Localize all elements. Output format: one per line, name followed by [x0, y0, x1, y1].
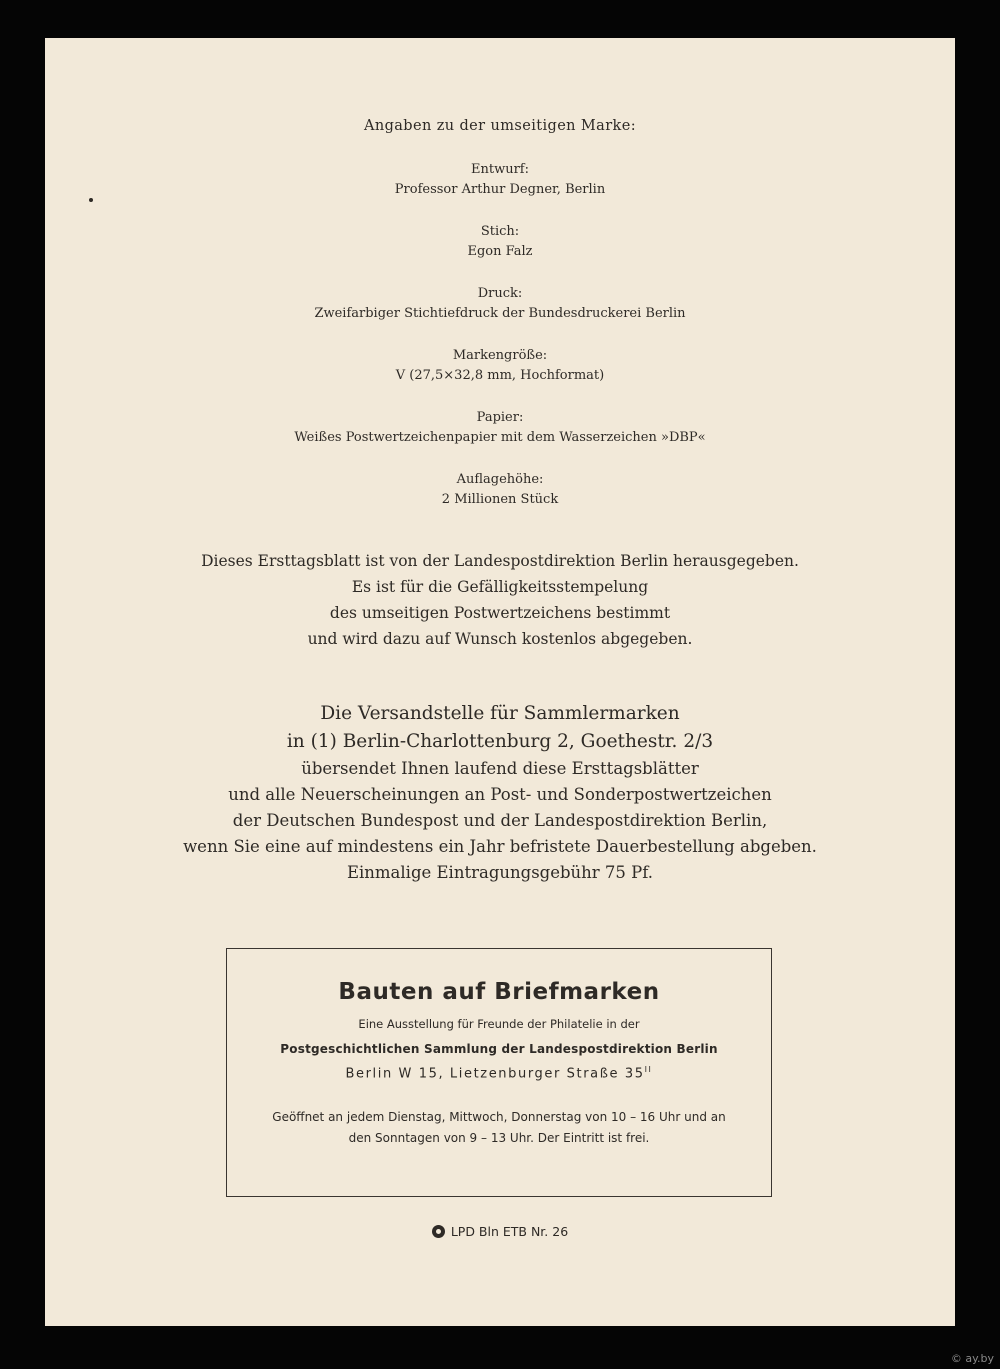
hours-line: Geöffnet an jedem Dienstag, Mittwoch, Donnerstag von 10 – 16 Uhr und an [272, 1110, 726, 1125]
spec-paper [45, 408, 955, 448]
spec-value: Professor Arthur Degner, Berlin [394, 182, 606, 197]
page-heading: Angaben zu der umseitigen Marke: [363, 118, 637, 134]
spec-engraving [45, 222, 955, 262]
spec-value: Egon Falz [467, 244, 533, 259]
spec-value: V (27,5×32,8 mm, Hochformat) [395, 368, 605, 383]
spec-stamp-size [45, 346, 955, 386]
watermark: © ay.by [950, 1352, 994, 1365]
spec-label: Auflagehöhe: [456, 472, 544, 487]
footer-reference [45, 1224, 955, 1239]
spec-label: Entwurf: [471, 162, 529, 177]
exhibition-title: Bauten auf Briefmarken [338, 979, 660, 1005]
service-line: übersendet Ihnen laufend diese Ersttagsblätter [301, 759, 699, 778]
service-line: der Deutschen Bundespost und der Landespostdirektion Berlin, [232, 811, 768, 830]
intro-line: Dieses Ersttagsblatt ist von der Landespostdirektion Berlin herausgegeben. [201, 552, 799, 570]
service-line: Die Versandstelle für Sammlermarken [320, 703, 680, 724]
service-line: und alle Neuerscheinungen an Post- und Sonderpostwertzeichen [228, 785, 772, 804]
service-line: Einmalige Eintragungsgebühr 75 Pf. [346, 863, 654, 882]
intro-line: und wird dazu auf Wunsch kostenlos abgegeben. [307, 630, 693, 648]
document-sheet [45, 38, 955, 1326]
exhibition-hours [227, 1107, 771, 1149]
service-line: wenn Sie eine auf mindestens ein Jahr befristete Dauerbestellung abgeben. [183, 837, 817, 856]
stamp-specifications [45, 160, 955, 532]
hours-line: den Sonntagen von 9 – 13 Uhr. Der Eintritt ist frei. [348, 1131, 650, 1146]
spec-label: Markengröße: [452, 348, 548, 363]
spec-value: Zweifarbiger Stichtiefdruck der Bundesdruckerei Berlin [314, 306, 686, 321]
address-text: Berlin W 15, Lietzenburger Straße 35 [345, 1066, 645, 1082]
footer-text: LPD Bln ETB Nr. 26 [450, 1224, 569, 1239]
spec-printing [45, 284, 955, 324]
exhibition-notice-box [226, 948, 772, 1197]
spec-label: Druck: [477, 286, 523, 301]
exhibition-subtitle: Eine Ausstellung für Freunde der Philatelie in der [358, 1017, 640, 1031]
spec-value: Weißes Postwertzeichenpapier mit dem Wasserzeichen »DBP« [294, 430, 706, 445]
collector-service-paragraph [45, 700, 955, 886]
service-line: in (1) Berlin-Charlottenburg 2, Goethestr. 2/3 [286, 731, 714, 752]
spec-label: Papier: [476, 410, 524, 425]
spec-value: 2 Millionen Stück [441, 492, 559, 507]
exhibition-address [227, 1065, 771, 1081]
intro-line: des umseitigen Postwertzeichens bestimmt [329, 604, 671, 622]
floor-marker: II [644, 1065, 653, 1074]
intro-line: Es ist für die Gefälligkeitsstempelung [351, 578, 649, 596]
spec-design [45, 160, 955, 200]
intro-paragraph [45, 548, 955, 652]
exhibition-organization: Postgeschichtlichen Sammlung der Landespostdirektion Berlin [280, 1042, 718, 1056]
spec-print-run [45, 470, 955, 510]
spec-label: Stich: [480, 224, 520, 239]
post-horn-emblem-icon [432, 1225, 445, 1238]
